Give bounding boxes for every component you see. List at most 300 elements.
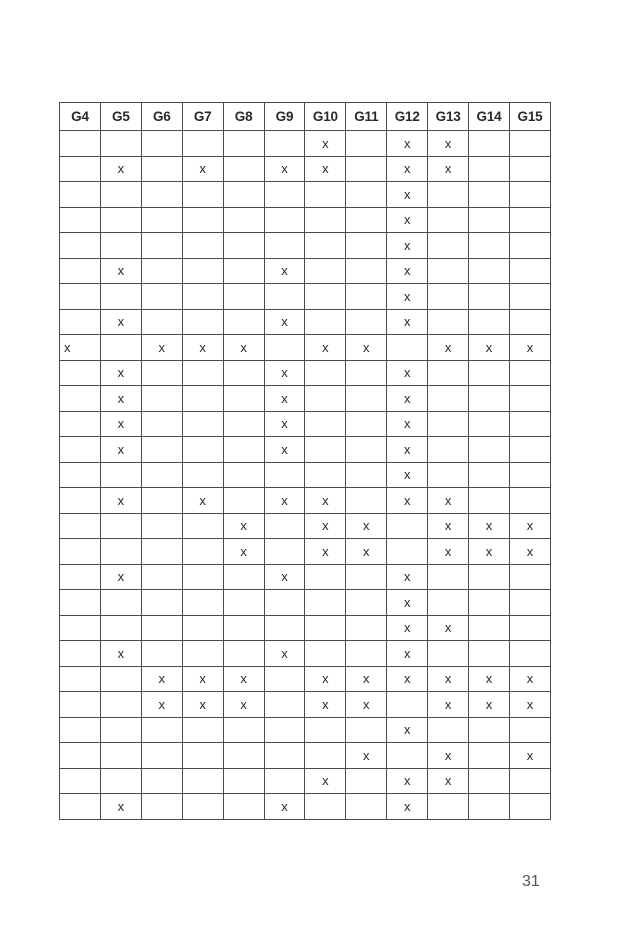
- table-cell: [509, 564, 550, 590]
- table-cell: [428, 284, 469, 310]
- table-cell: [60, 539, 101, 565]
- table-cell: x: [264, 258, 305, 284]
- table-cell: [141, 794, 182, 820]
- table-header-row: [60, 103, 551, 131]
- table-cell: x: [305, 335, 346, 361]
- table-cell: [305, 743, 346, 769]
- table-cell: x: [182, 666, 223, 692]
- table-cell: [223, 258, 264, 284]
- table-cell: [469, 156, 510, 182]
- table-cell: [141, 615, 182, 641]
- column-header: G7: [182, 103, 223, 131]
- table-row: [60, 462, 551, 488]
- table-cell: x: [387, 131, 428, 157]
- table-cell: [141, 743, 182, 769]
- table-cell: [223, 284, 264, 310]
- table-cell: [264, 743, 305, 769]
- table-cell: x: [387, 437, 428, 463]
- table-cell: [305, 284, 346, 310]
- table-cell: [346, 717, 387, 743]
- table-cell: [346, 258, 387, 284]
- table-cell: [223, 182, 264, 208]
- table-cell: x: [264, 411, 305, 437]
- table-cell: [60, 156, 101, 182]
- table-cell: x: [182, 692, 223, 718]
- table-cell: [141, 258, 182, 284]
- table-cell: [141, 768, 182, 794]
- table-row: [60, 641, 551, 667]
- table-cell: x: [100, 488, 141, 514]
- table-cell: [469, 743, 510, 769]
- table-cell: [346, 437, 387, 463]
- table-row: [60, 131, 551, 157]
- table-row: [60, 743, 551, 769]
- table-cell: [346, 641, 387, 667]
- table-cell: [141, 641, 182, 667]
- table-cell: [469, 182, 510, 208]
- table-cell: x: [387, 386, 428, 412]
- table-cell: [223, 717, 264, 743]
- table-cell: x: [264, 437, 305, 463]
- table-cell: [469, 641, 510, 667]
- table-cell: [223, 768, 264, 794]
- column-header: G5: [100, 103, 141, 131]
- table-row: [60, 666, 551, 692]
- table-cell: x: [223, 666, 264, 692]
- table-cell: x: [469, 335, 510, 361]
- table-cell: [182, 513, 223, 539]
- table-cell: x: [100, 437, 141, 463]
- table-cell: [469, 564, 510, 590]
- column-header: G4: [60, 103, 101, 131]
- table-cell: [264, 284, 305, 310]
- table-cell: [60, 411, 101, 437]
- table-cell: [305, 437, 346, 463]
- table-cell: x: [305, 488, 346, 514]
- table-cell: [141, 386, 182, 412]
- table-cell: [469, 131, 510, 157]
- table-cell: x: [100, 641, 141, 667]
- table-cell: [182, 309, 223, 335]
- table-cell: [141, 182, 182, 208]
- table-cell: [182, 615, 223, 641]
- table-cell: x: [428, 131, 469, 157]
- table-cell: [305, 360, 346, 386]
- table-cell: x: [509, 666, 550, 692]
- table-cell: x: [305, 539, 346, 565]
- table-cell: x: [428, 692, 469, 718]
- table-cell: [60, 258, 101, 284]
- table-cell: [182, 258, 223, 284]
- table-row: [60, 564, 551, 590]
- table-cell: x: [305, 666, 346, 692]
- group-matrix-table: [59, 102, 551, 820]
- column-header: G15: [509, 103, 550, 131]
- table-cell: [509, 411, 550, 437]
- table-cell: x: [387, 258, 428, 284]
- table-cell: x: [469, 692, 510, 718]
- table-cell: [100, 768, 141, 794]
- table-cell: x: [305, 768, 346, 794]
- table-cell: [223, 488, 264, 514]
- table-cell: [305, 207, 346, 233]
- table-cell: [141, 564, 182, 590]
- table-cell: [60, 564, 101, 590]
- table-row: [60, 309, 551, 335]
- table-cell: x: [509, 539, 550, 565]
- table-cell: x: [264, 360, 305, 386]
- table-cell: [60, 615, 101, 641]
- table-cell: [469, 462, 510, 488]
- table-cell: [387, 335, 428, 361]
- table-cell: [428, 360, 469, 386]
- table-cell: x: [305, 156, 346, 182]
- table-row: [60, 488, 551, 514]
- table-cell: x: [387, 564, 428, 590]
- table-cell: [264, 615, 305, 641]
- table-cell: x: [100, 564, 141, 590]
- table-cell: x: [428, 743, 469, 769]
- table-cell: [182, 768, 223, 794]
- table-cell: [305, 309, 346, 335]
- table-cell: [223, 462, 264, 488]
- table-cell: x: [428, 666, 469, 692]
- table-cell: [509, 309, 550, 335]
- table-cell: [141, 513, 182, 539]
- table-cell: x: [428, 539, 469, 565]
- table-cell: [141, 360, 182, 386]
- table-cell: [100, 615, 141, 641]
- table-row: [60, 386, 551, 412]
- table-cell: x: [387, 666, 428, 692]
- table-row: [60, 156, 551, 182]
- table-cell: x: [305, 131, 346, 157]
- table-cell: [182, 743, 223, 769]
- table-cell: [182, 590, 223, 616]
- table-cell: [60, 437, 101, 463]
- table-cell: x: [509, 513, 550, 539]
- table-cell: [182, 360, 223, 386]
- table-cell: [182, 794, 223, 820]
- table-cell: x: [428, 335, 469, 361]
- table-cell: [469, 309, 510, 335]
- table-cell: [100, 284, 141, 310]
- page-number: 31: [522, 873, 540, 890]
- table-cell: x: [141, 692, 182, 718]
- table-cell: [60, 794, 101, 820]
- table-cell: [346, 386, 387, 412]
- table-cell: [346, 284, 387, 310]
- table-cell: [346, 590, 387, 616]
- table-cell: x: [182, 335, 223, 361]
- table-cell: [305, 258, 346, 284]
- table-cell: [60, 488, 101, 514]
- table-cell: [469, 717, 510, 743]
- table-cell: [141, 411, 182, 437]
- table-cell: x: [100, 258, 141, 284]
- table-cell: x: [264, 488, 305, 514]
- table-cell: x: [264, 564, 305, 590]
- table-cell: x: [141, 335, 182, 361]
- table-cell: [141, 488, 182, 514]
- table-cell: x: [387, 156, 428, 182]
- table-cell: [182, 539, 223, 565]
- table-cell: [469, 488, 510, 514]
- table-cell: [509, 462, 550, 488]
- table-cell: x: [100, 309, 141, 335]
- table-cell: x: [100, 386, 141, 412]
- table-cell: [182, 182, 223, 208]
- table-cell: x: [141, 666, 182, 692]
- table-cell: [469, 284, 510, 310]
- table-cell: [60, 207, 101, 233]
- table-cell: [60, 284, 101, 310]
- table-cell: [469, 411, 510, 437]
- table-row: [60, 258, 551, 284]
- table-cell: [305, 615, 346, 641]
- table-cell: [509, 717, 550, 743]
- table-cell: [428, 794, 469, 820]
- table-cell: [346, 207, 387, 233]
- table-cell: [182, 284, 223, 310]
- table-cell: [141, 462, 182, 488]
- table-cell: [100, 182, 141, 208]
- table-cell: x: [264, 156, 305, 182]
- table-body: [60, 131, 551, 820]
- table-cell: [346, 156, 387, 182]
- table-cell: [223, 794, 264, 820]
- table-row: [60, 615, 551, 641]
- table-cell: [223, 590, 264, 616]
- table-cell: [387, 539, 428, 565]
- column-header: G13: [428, 103, 469, 131]
- table-cell: [223, 233, 264, 259]
- table-cell: [60, 182, 101, 208]
- table-cell: x: [509, 743, 550, 769]
- table-cell: x: [100, 794, 141, 820]
- table-cell: [509, 641, 550, 667]
- table-cell: [182, 437, 223, 463]
- table-cell: [387, 743, 428, 769]
- table-row: [60, 513, 551, 539]
- table-cell: [469, 615, 510, 641]
- table-cell: [223, 411, 264, 437]
- column-header: G12: [387, 103, 428, 131]
- table-cell: [305, 386, 346, 412]
- table-cell: x: [223, 513, 264, 539]
- column-header: G9: [264, 103, 305, 131]
- table-cell: [223, 131, 264, 157]
- table-cell: [305, 717, 346, 743]
- table-cell: [509, 386, 550, 412]
- table-cell: [428, 641, 469, 667]
- table-cell: [264, 131, 305, 157]
- table-cell: [509, 615, 550, 641]
- table-row: [60, 335, 551, 361]
- table-cell: x: [305, 513, 346, 539]
- table-row: [60, 539, 551, 565]
- table-cell: x: [223, 692, 264, 718]
- table-cell: [141, 437, 182, 463]
- table-cell: [60, 692, 101, 718]
- table-cell: [509, 488, 550, 514]
- table-cell: [60, 233, 101, 259]
- table-cell: [428, 437, 469, 463]
- table-cell: [264, 692, 305, 718]
- table-cell: [469, 386, 510, 412]
- table-cell: [100, 131, 141, 157]
- table-cell: [100, 207, 141, 233]
- table-cell: [223, 641, 264, 667]
- table-row: [60, 182, 551, 208]
- table-cell: [223, 437, 264, 463]
- table-cell: [60, 590, 101, 616]
- table-cell: [100, 743, 141, 769]
- table-cell: x: [264, 309, 305, 335]
- table-cell: [346, 768, 387, 794]
- table-cell: [509, 182, 550, 208]
- table-cell: [223, 309, 264, 335]
- table-cell: [509, 233, 550, 259]
- table-cell: [223, 564, 264, 590]
- table-cell: [509, 590, 550, 616]
- table-cell: [469, 233, 510, 259]
- table-cell: x: [346, 666, 387, 692]
- table-cell: [264, 513, 305, 539]
- table-cell: [346, 360, 387, 386]
- table-cell: [182, 564, 223, 590]
- table-cell: x: [428, 768, 469, 794]
- table-cell: [509, 131, 550, 157]
- table-row: [60, 692, 551, 718]
- table-cell: [509, 207, 550, 233]
- table-cell: [264, 717, 305, 743]
- table-row: [60, 207, 551, 233]
- table-cell: [305, 590, 346, 616]
- table-cell: [60, 768, 101, 794]
- table-cell: [428, 411, 469, 437]
- table-cell: [428, 386, 469, 412]
- table-cell: x: [223, 335, 264, 361]
- table-cell: [264, 590, 305, 616]
- table-cell: [428, 462, 469, 488]
- table-cell: [264, 182, 305, 208]
- table-cell: [469, 768, 510, 794]
- table-cell: [509, 258, 550, 284]
- table-cell: [428, 590, 469, 616]
- table-cell: [346, 309, 387, 335]
- table-cell: [141, 233, 182, 259]
- table-cell: [223, 360, 264, 386]
- table-cell: [469, 590, 510, 616]
- table-row: [60, 233, 551, 259]
- table-cell: [60, 462, 101, 488]
- table-cell: [305, 462, 346, 488]
- table-cell: [387, 692, 428, 718]
- table-cell: x: [387, 411, 428, 437]
- table-cell: [305, 233, 346, 259]
- table-row: [60, 768, 551, 794]
- table-cell: [182, 386, 223, 412]
- table-cell: [182, 233, 223, 259]
- table-cell: [346, 615, 387, 641]
- table-cell: [428, 233, 469, 259]
- table-cell: [469, 207, 510, 233]
- table-cell: x: [428, 513, 469, 539]
- table-cell: [509, 156, 550, 182]
- table-cell: x: [387, 182, 428, 208]
- column-header: G14: [469, 103, 510, 131]
- table-cell: [100, 539, 141, 565]
- table-cell: [182, 411, 223, 437]
- table-row: [60, 590, 551, 616]
- table-row: [60, 284, 551, 310]
- table-cell: x: [100, 156, 141, 182]
- table-cell: x: [387, 717, 428, 743]
- table-cell: [182, 717, 223, 743]
- table-cell: x: [387, 615, 428, 641]
- column-header: G11: [346, 103, 387, 131]
- table-cell: [182, 131, 223, 157]
- table-cell: [141, 156, 182, 182]
- table-cell: [346, 182, 387, 208]
- table-cell: [141, 131, 182, 157]
- table-row: [60, 437, 551, 463]
- table-cell: x: [387, 768, 428, 794]
- table-cell: [60, 360, 101, 386]
- table-cell: [428, 717, 469, 743]
- table-cell: [60, 386, 101, 412]
- column-header: G10: [305, 103, 346, 131]
- table-cell: [346, 564, 387, 590]
- table-cell: [469, 360, 510, 386]
- table-cell: [264, 207, 305, 233]
- table-cell: [141, 207, 182, 233]
- table-cell: [141, 309, 182, 335]
- table-cell: [346, 794, 387, 820]
- table-cell: [182, 641, 223, 667]
- table-cell: [223, 386, 264, 412]
- table-cell: x: [387, 284, 428, 310]
- table-cell: [509, 768, 550, 794]
- table-cell: x: [387, 462, 428, 488]
- table-cell: [509, 437, 550, 463]
- table-cell: [305, 641, 346, 667]
- table-row: [60, 360, 551, 386]
- table-cell: [141, 284, 182, 310]
- table-cell: [428, 182, 469, 208]
- table-cell: [60, 641, 101, 667]
- table-cell: [387, 513, 428, 539]
- table-cell: x: [387, 488, 428, 514]
- table-cell: x: [428, 156, 469, 182]
- table-cell: [428, 258, 469, 284]
- table-cell: [100, 590, 141, 616]
- table-cell: [100, 666, 141, 692]
- column-header: G8: [223, 103, 264, 131]
- table-cell: x: [264, 386, 305, 412]
- table-cell: [264, 768, 305, 794]
- table-cell: x: [264, 641, 305, 667]
- table-cell: x: [223, 539, 264, 565]
- table-cell: [305, 794, 346, 820]
- table-cell: [60, 666, 101, 692]
- table-cell: x: [60, 335, 101, 361]
- table-cell: [264, 233, 305, 259]
- table-row: [60, 794, 551, 820]
- table-cell: [60, 131, 101, 157]
- table-cell: [223, 156, 264, 182]
